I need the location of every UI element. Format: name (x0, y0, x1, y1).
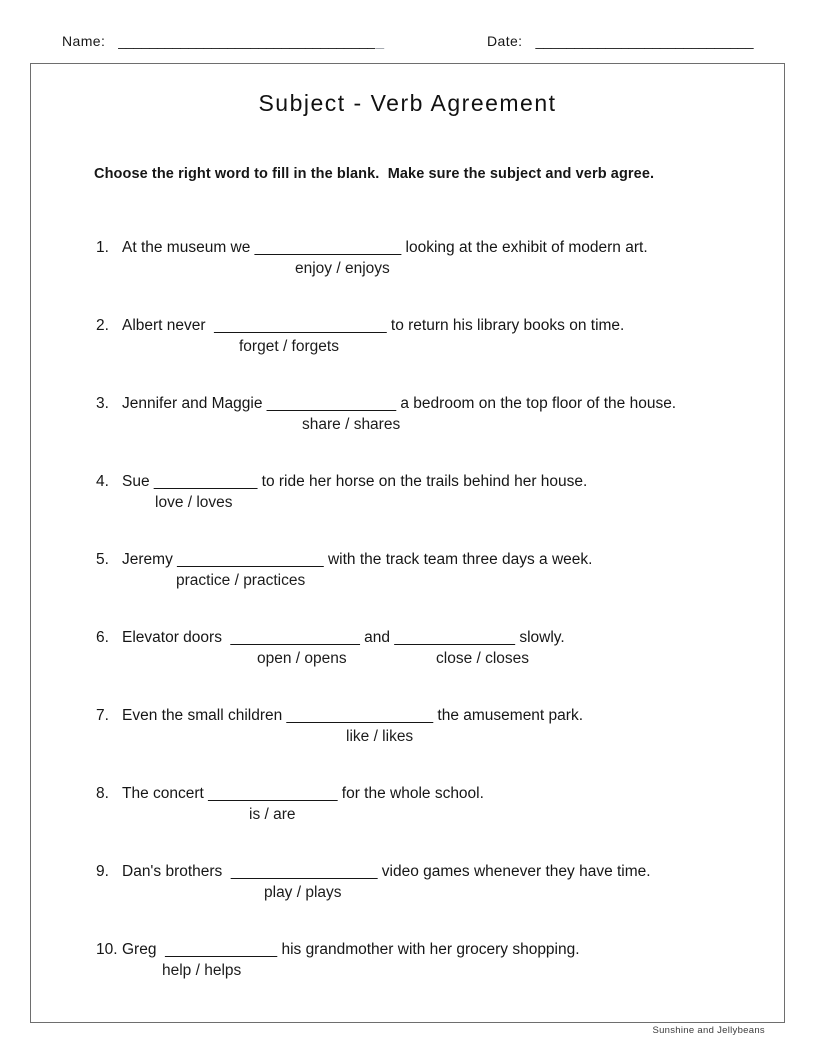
item-sentence-line (31, 394, 784, 413)
item-sentence: Even the small children _________________ the amusement park. (122, 707, 584, 724)
item-sentence-line (31, 628, 784, 647)
option-choices: practice / practices (176, 572, 306, 589)
worksheet-item (31, 862, 784, 908)
worksheet-item (31, 784, 784, 830)
item-sentence-line (31, 784, 784, 803)
item-sentence-line (31, 472, 784, 491)
item-sentence: Jennifer and Maggie _______________ a bedroom on the top floor of the house. (122, 395, 677, 412)
item-number: 6. (96, 629, 109, 646)
worksheet-item (31, 238, 784, 284)
item-sentence-line (31, 550, 784, 569)
item-sentence: Albert never ____________________ to return his library books on time. (122, 317, 625, 334)
item-sentence-line (31, 862, 784, 881)
item-sentence: Dan's brothers _________________ video games whenever they have time. (122, 863, 651, 880)
item-sentence: Elevator doors _______________ and ______________ slowly. (122, 629, 565, 646)
worksheet-item (31, 550, 784, 596)
date-label: Date: (487, 33, 523, 49)
item-sentence-line (31, 238, 784, 257)
name-blank: _________________________________ (118, 33, 376, 49)
footer-credit: Sunshine and Jellybeans (652, 1025, 765, 1036)
option-choices: forget / forgets (239, 338, 339, 355)
worksheet-item (31, 940, 784, 986)
item-sentence: Jeremy _________________ with the track team three days a week. (122, 551, 593, 568)
item-number: 3. (96, 395, 109, 412)
item-sentence: Greg _____________ his grandmother with her grocery shopping. (122, 941, 580, 958)
option-choices: open / opens (257, 650, 347, 667)
name-blank-tail: _ (376, 33, 385, 49)
item-number: 7. (96, 707, 109, 724)
item-number: 1. (96, 239, 109, 256)
item-sentence-line (31, 316, 784, 335)
instructions-text: Choose the right word to fill in the blank. Make sure the subject and verb agree. (94, 166, 655, 182)
item-number: 8. (96, 785, 109, 802)
option-choices: close / closes (436, 650, 530, 667)
date-field (487, 33, 753, 49)
name-label: Name: (62, 33, 106, 49)
item-number: 5. (96, 551, 109, 568)
worksheet-frame (30, 63, 785, 1023)
worksheet-item (31, 394, 784, 440)
worksheet-item (31, 316, 784, 362)
item-sentence: Sue ____________ to ride her horse on the trails behind her house. (122, 473, 588, 490)
date-blank: ____________________________ (535, 33, 754, 49)
item-number: 10. (96, 941, 118, 958)
option-choices: play / plays (264, 884, 342, 901)
item-number: 2. (96, 317, 109, 334)
item-sentence: The concert _______________ for the whole school. (122, 785, 484, 802)
worksheet-item (31, 706, 784, 752)
option-choices: love / loves (155, 494, 233, 511)
option-choices: enjoy / enjoys (295, 260, 390, 277)
option-choices: like / likes (346, 728, 414, 745)
page-title: Subject - Verb Agreement (258, 90, 557, 116)
worksheet-item (31, 628, 784, 674)
item-sentence: At the museum we _________________ looking at the exhibit of modern art. (122, 239, 648, 256)
option-choices: is / are (249, 806, 296, 823)
option-choices: share / shares (302, 416, 401, 433)
option-choices: help / helps (162, 962, 242, 979)
item-sentence-line (31, 706, 784, 725)
item-number: 9. (96, 863, 109, 880)
item-number: 4. (96, 473, 109, 490)
item-sentence-line (31, 940, 784, 959)
name-field (62, 33, 384, 49)
items-list (31, 64, 784, 1022)
worksheet-item (31, 472, 784, 518)
